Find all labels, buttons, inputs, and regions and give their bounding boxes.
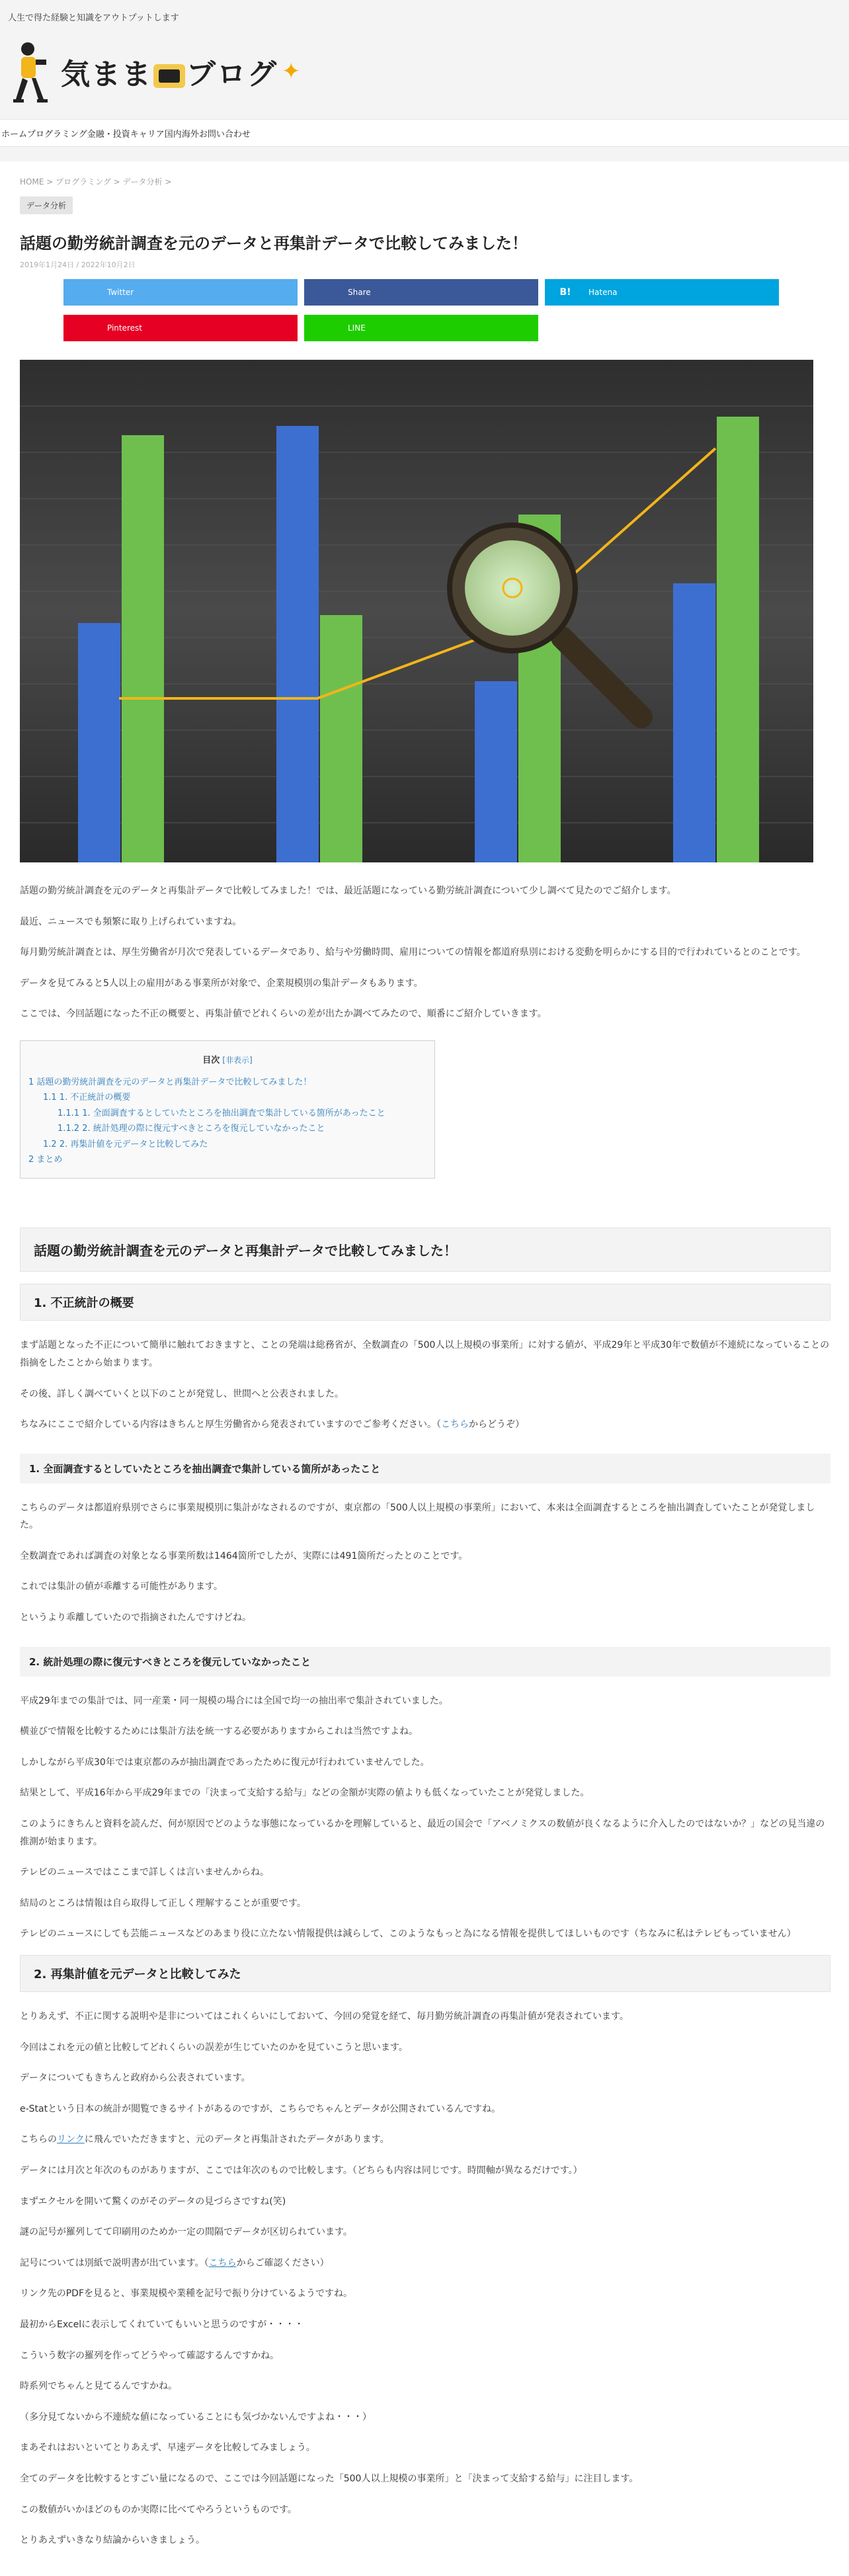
toc-item <box>28 1121 426 1136</box>
body-paragraph: その後、詳しく調べていくと以下のことが発覚し、世間へと公表されました。 <box>20 1388 344 1399</box>
logo-text-part2: ブログ <box>186 58 278 91</box>
nav-domestic[interactable]: 国内 <box>164 129 182 140</box>
body-paragraph: テレビのニュースではここまで詳しくは言いませんからね。 <box>20 1867 270 1878</box>
share-facebook-button[interactable] <box>304 279 538 306</box>
share-buttons <box>63 279 791 341</box>
body-paragraph-with-link <box>20 1416 830 1434</box>
share-label: Hatena <box>588 288 618 297</box>
eyecatch-bar <box>717 417 759 862</box>
toc-list <box>28 1075 426 1167</box>
eyecatch-image <box>20 360 813 862</box>
table-of-contents <box>20 1040 435 1179</box>
category-badge[interactable]: データ分析 <box>20 196 73 214</box>
eyecatch-bar <box>320 615 362 862</box>
section-heading-h4: 1. 全面調査するとしていたところを抽出調査で集計している箇所があったこと <box>20 1454 830 1483</box>
body-paragraph: とりあえずいきなり結論からいきましょう。 <box>20 2535 205 2546</box>
body-paragraph: 今回はこれを元の値と比較してどれくらいの誤差が生じていたのかを見ていこうと思います。 <box>20 2042 408 2053</box>
nav-finance[interactable]: 金融・投資 <box>87 129 130 140</box>
share-twitter-button[interactable] <box>63 279 298 306</box>
body-paragraph: まあそれはおいといてとりあえず、早速データを比較してみましょう。 <box>20 2442 315 2454</box>
text-fragment: ちなみにここで紹介している内容はきちんと厚生労働省から発表されていますのでご参考ください。（ <box>20 1419 441 1431</box>
section-heading-h3: 2. 再集計値を元データと比較してみた <box>20 1955 830 1992</box>
toc-link[interactable]: 1.1 1. 不正統計の概要 <box>43 1093 131 1103</box>
body-paragraph: リンク先のPDFを見ると、事業規模や業種を記号で振り分けているようですね。 <box>20 2288 352 2300</box>
breadcrumb-sep: > <box>44 177 56 187</box>
body-paragraph: 全てのデータを比較するとすごい量になるので、ここでは今回話題になった「500人以上規模の事業所」と「決まって支給する給与」に注目します。 <box>20 2473 639 2484</box>
eyecatch-bar <box>673 583 715 862</box>
text-fragment: こちらの <box>20 2134 57 2145</box>
estat-link[interactable]: リンク <box>57 2134 85 2145</box>
hatena-icon: B! <box>559 287 571 298</box>
breadcrumb-home[interactable]: HOME <box>20 177 44 187</box>
nav-home[interactable]: ホーム <box>1 129 28 140</box>
text-fragment: からどうぞ） <box>469 1419 524 1431</box>
intro-paragraph: 最近、ニュースでも頻繁に取り上げられていますね。 <box>20 916 242 927</box>
toc-toggle-button[interactable]: [非表示] <box>222 1055 253 1065</box>
text-fragment: に飛んでいただきますと、元のデータと再集計されたデータがあります。 <box>84 2134 389 2145</box>
logo-book-icon <box>153 64 185 88</box>
body-paragraph: テレビのニュースにしても芸能ニュースなどのあまり役に立たない情報提供は減らして、このようなもっと為になる情報を提供してほしいものです（ちなみに私はテレビもっていません） <box>20 1929 796 1940</box>
share-label: Share <box>348 288 371 297</box>
text-fragment: からご確認ください） <box>236 2257 329 2268</box>
intro-paragraph: データを見てみると5人以上の雇用がある事業所が対象で、企業規模別の集計データもあります。 <box>20 977 423 989</box>
body-paragraph: 全数調査であれば調査の対象となる事業所数は1464箇所でしたが、実際には491箇所だったとのことです。 <box>20 1550 468 1561</box>
nav-career[interactable]: キャリア <box>130 129 165 140</box>
share-hatena-button[interactable] <box>545 279 779 306</box>
body-paragraph-with-link <box>20 2255 830 2272</box>
site-tagline: 人生で得た経験と知識をアウトプットします <box>8 13 179 23</box>
eyecatch-bar <box>276 426 319 862</box>
share-label: Twitter <box>107 288 134 297</box>
nav-programming[interactable]: プログラミング <box>27 129 87 140</box>
toc-title <box>28 1053 426 1065</box>
body-paragraph: しかしながら平成30年では東京都のみが抽出調査であったために復元が行われていませんでした。 <box>20 1757 430 1768</box>
toc-link[interactable]: 1.1.1 1. 全面調査するとしていたところを抽出調査で集計している箇所があったこと <box>58 1108 385 1118</box>
reference-link[interactable]: こちら <box>441 1419 469 1431</box>
body-paragraph: （多分見てないから不連続な値になっていることにも気づかないんですよね・・・） <box>20 2411 372 2423</box>
breadcrumb-cat1[interactable]: プログラミング <box>56 177 111 187</box>
intro-paragraph: 毎月勤労統計調査とは、厚生労働省が月次で発表しているデータであり、給与や労働時間、雇用についての情報を都道府県別における変動を明らかにする目的で行われているとのことです。 <box>20 947 806 958</box>
global-nav <box>0 119 849 147</box>
site-header <box>0 0 849 119</box>
toc-item <box>28 1137 426 1152</box>
toc-link[interactable]: 1.1.2 2. 統計処理の際に復元すべきところを復元していなかったこと <box>58 1124 325 1134</box>
breadcrumb <box>20 176 830 187</box>
breadcrumb-trail: > <box>162 177 172 187</box>
body-paragraph: 結果として、平成16年から平成29年までの「決まって支給する給与」などの金額が実際の値よりも低くなっていたことが発覚しました。 <box>20 1788 590 1799</box>
nav-contact[interactable]: お問い合わせ <box>198 129 251 140</box>
body-paragraph: 謎の記号が羅列してて印刷用のためか一定の間隔でデータが区切られています。 <box>20 2227 352 2238</box>
body-paragraph: e-Statという日本の統計が閲覧できるサイトがあるのですが、こちらでちゃんとデータが公開されているんですね。 <box>20 2103 501 2114</box>
eyecatch-bar <box>122 435 164 862</box>
toc-link[interactable]: 2 まとめ <box>28 1154 63 1165</box>
share-line-button[interactable] <box>304 315 538 341</box>
body-paragraph: これでは集計の値が乖離する可能性があります。 <box>20 1581 223 1593</box>
logo-person-icon <box>8 38 54 104</box>
section-heading-h3: 1. 不正統計の概要 <box>20 1284 830 1321</box>
logo-text-part1: 気まま <box>61 58 152 91</box>
body-paragraph: 横並びで情報を比較するためには集計方法を統一する必要がありますからこれは当然ですよね。 <box>20 1726 418 1737</box>
post-dates: 2019年1月24日 / 2022年10月2日 <box>20 261 136 269</box>
share-pinterest-button[interactable] <box>63 315 298 341</box>
eyecatch-bar <box>78 623 120 862</box>
text-fragment: 記号については別紙で説明書が出ています。（ <box>20 2257 209 2268</box>
nav-overseas[interactable]: 海外 <box>181 129 199 140</box>
intro-paragraph: 話題の勤労統計調査を元のデータと再集計データで比較してみました！では、最近話題になっている勤労統計調査について少し調べて見たのでご紹介します。 <box>20 886 676 896</box>
body-paragraph: 時系列でちゃんと見てるんですかね。 <box>20 2381 177 2392</box>
logo-text <box>61 50 278 93</box>
body-paragraph: 結局のところは情報は自ら取得して正しく理解することが重要です。 <box>20 1897 306 1909</box>
manual-link[interactable]: こちら <box>208 2257 237 2268</box>
toc-item <box>28 1075 426 1090</box>
body-paragraph: データについてもきちんと政府から公表されています。 <box>20 2073 251 2084</box>
site-logo[interactable] <box>8 38 312 104</box>
share-label: Pinterest <box>107 323 143 333</box>
article-body <box>20 882 830 2550</box>
body-paragraph: まず話題となった不正について簡単に触れておきますと、ことの発端は総務省が、全数調査の「500人以上規模の事業所」に対する値が、平成29年と平成30年で数値が不連続になっていることの指摘をしたことから始まります。 <box>20 1340 830 1368</box>
content-area <box>0 147 849 2576</box>
body-paragraph-with-link <box>20 2131 830 2149</box>
share-label: LINE <box>348 323 366 333</box>
toc-item <box>28 1090 426 1105</box>
body-paragraph: とりあえず、不正に関する説明や是非についてはこれくらいにしておいて、今回の発覚を経て、毎月勤労統計調査の再集計値が発表されています。 <box>20 2011 629 2022</box>
body-paragraph: このようにきちんと資料を読んだ、何が原因でどのような事態になっているかを理解していると、最近の国会で「アベノミクスの数値が良くなるように介入したのではないか？」などの見当違の推測が始まります。 <box>20 1819 825 1847</box>
body-paragraph: この数値がいかほどのものか実際に比べてやろうというものです。 <box>20 2504 297 2515</box>
body-paragraph: こちらのデータは都道府県別でさらに事業規模別に集計がなされるのですが、東京都の「500人以上規模の事業所」において、本来は全面調査するところを抽出調査していたことが発覚しました。 <box>20 1502 815 1531</box>
section-heading-h4: 2. 統計処理の際に復元すべきところを復元していなかったこと <box>20 1647 830 1677</box>
toc-title-text: 目次 <box>202 1055 220 1065</box>
post-title: 話題の勤労統計調査を元のデータと再集計データで比較してみました！ <box>20 234 528 253</box>
breadcrumb-cat2[interactable]: データ分析 <box>122 177 163 187</box>
sparkle-icon: ✦ <box>282 58 301 85</box>
section-heading-h2: 話題の勤労統計調査を元のデータと再集計データで比較してみました！ <box>20 1227 830 1272</box>
body-paragraph: こういう数字の羅列を作ってどうやって確認するんですかね。 <box>20 2350 279 2361</box>
toc-item <box>28 1106 426 1121</box>
body-paragraph: 平成29年までの集計では、同一産業・同一規模の場合には全国で均一の抽出率で集計されていました。 <box>20 1695 448 1706</box>
body-paragraph: まずエクセルを開いて驚くのがそのデータの見づらさですね(笑) <box>20 2196 286 2207</box>
breadcrumb-sep: > <box>110 177 123 187</box>
toc-link[interactable]: 1.2 2. 再集計値を元データと比較してみた <box>43 1139 208 1149</box>
eyecatch-bar <box>475 681 517 862</box>
body-paragraph: 最初からExcelに表示してくれていてもいいと思うのですが・・・・ <box>20 2319 304 2330</box>
body-paragraph: データには月次と年次のものがありますが、ここでは年次のもので比較します。（どちらも内容は同じです。時間軸が異なるだけです。） <box>20 2165 583 2176</box>
body-paragraph: というより乖離していたので指摘されたんですけどね。 <box>20 1612 251 1624</box>
main-content <box>0 161 849 2576</box>
toc-item <box>28 1152 426 1167</box>
toc-link[interactable]: 1 話題の勤労統計調査を元のデータと再集計データで比較してみました！ <box>28 1077 312 1087</box>
intro-paragraph: ここでは、今回話題になった不正の概要と、再集計値でどれくらいの差が出たか調べてみたので、順番にご紹介していきます。 <box>20 1009 547 1020</box>
